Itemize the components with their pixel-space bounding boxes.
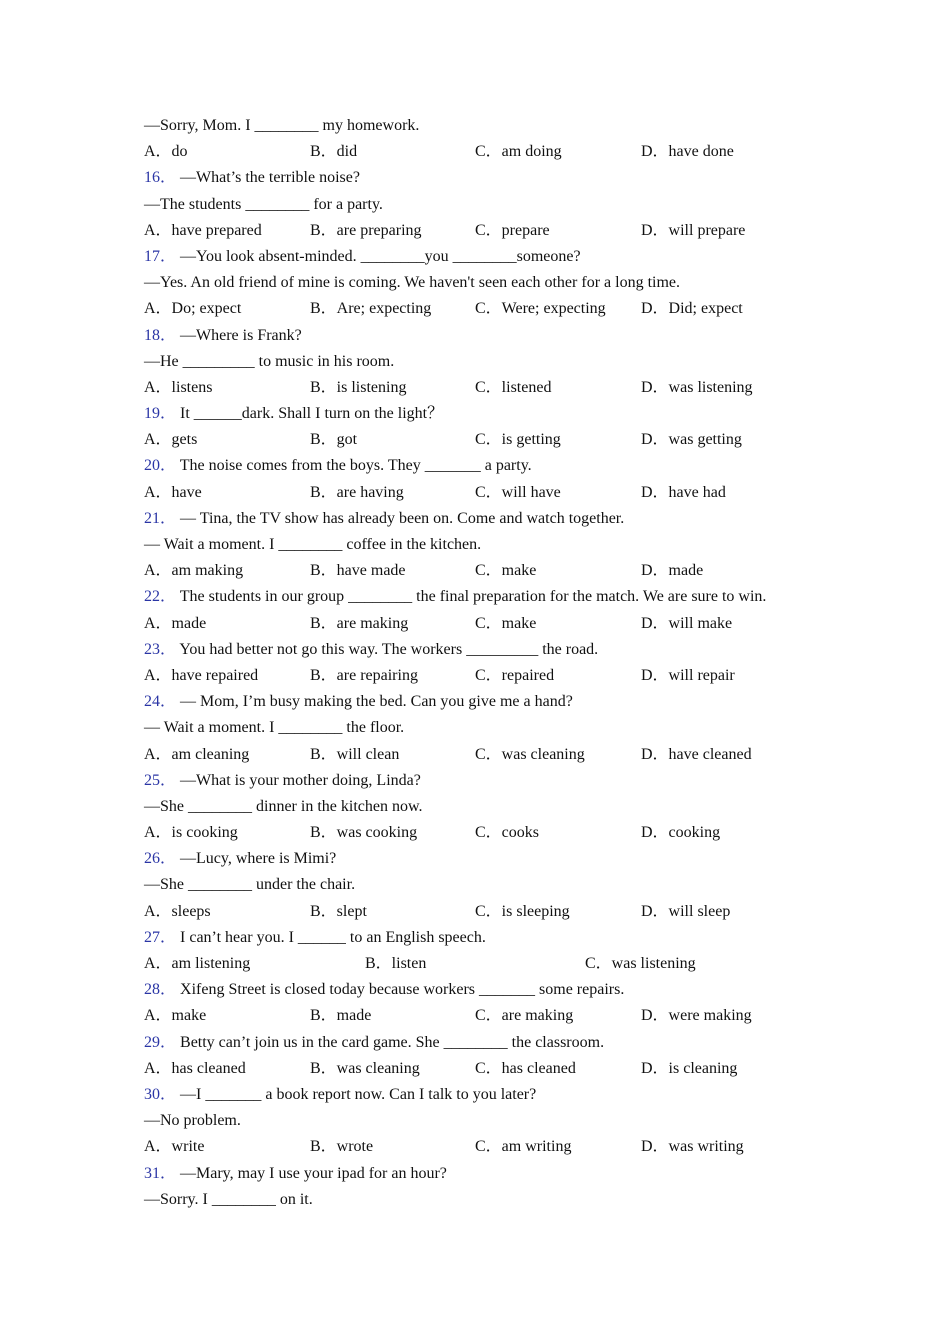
option-a: A．listens xyxy=(144,378,213,396)
option-c: C．make xyxy=(475,562,537,580)
option-c: C．repaired xyxy=(475,666,555,684)
question-line xyxy=(144,323,824,349)
answer-options xyxy=(144,899,824,925)
option-b: B．Are; expecting xyxy=(310,300,432,318)
option-c: C．listened xyxy=(475,378,552,396)
option-b: B．are repairing xyxy=(310,666,418,684)
option-c: C．is sleeping xyxy=(475,902,570,920)
option-b: B．got xyxy=(310,431,358,449)
answer-options xyxy=(144,296,824,322)
option-a: A．am cleaning xyxy=(144,745,250,763)
option-d: D．made xyxy=(641,562,704,580)
answer-options xyxy=(144,375,824,401)
option-c: C．am doing xyxy=(475,143,562,161)
question-number: 21． xyxy=(144,509,177,527)
question-line xyxy=(144,925,824,951)
option-c: C．are making xyxy=(475,1007,574,1025)
option-a: A．Do; expect xyxy=(144,300,242,318)
option-c: C．cooks xyxy=(475,824,540,842)
option-d: D．have done xyxy=(641,143,734,161)
option-b: B．will clean xyxy=(310,745,400,763)
answer-options xyxy=(144,427,824,453)
option-b: B．have made xyxy=(310,562,406,580)
worksheet-page xyxy=(144,113,824,1213)
answer-options xyxy=(144,139,824,165)
option-a: A．am listening xyxy=(144,955,251,972)
dialogue-line: —She ________ dinner in the kitchen now. xyxy=(144,797,423,815)
answer-options xyxy=(144,1003,824,1029)
question-text: —I _______ a book report now. Can I talk to you later? xyxy=(176,1085,537,1103)
dialogue-line: —Sorry, Mom. I ________ my homework. xyxy=(144,117,420,134)
option-a: A．gets xyxy=(144,431,198,449)
option-d: D．were making xyxy=(641,1007,752,1025)
option-b: B．are making xyxy=(310,614,409,632)
question-line xyxy=(144,401,824,427)
option-b: B．listen xyxy=(365,955,427,972)
question-text: I can’t hear you. I ______ to an English speech. xyxy=(176,928,486,946)
answer-options xyxy=(144,663,824,689)
option-a: A．have repaired xyxy=(144,666,259,684)
question-line xyxy=(144,846,824,872)
question-number: 23． xyxy=(144,640,177,658)
answer-options xyxy=(144,558,824,584)
option-a: A．make xyxy=(144,1007,207,1025)
question-text: —Mary, may I use your ipad for an hour? xyxy=(176,1164,447,1182)
question-number: 30． xyxy=(144,1085,177,1103)
option-c: C．has cleaned xyxy=(475,1059,576,1077)
dialogue-line: —Yes. An old friend of mine is coming. We haven't seen each other for a long time. xyxy=(144,274,680,292)
option-a: A．have prepared xyxy=(144,221,262,239)
question-line xyxy=(144,689,824,715)
option-b: B．was cleaning xyxy=(310,1059,420,1077)
option-c: C．prepare xyxy=(475,221,550,239)
question-number: 27． xyxy=(144,928,177,946)
question-number: 24． xyxy=(144,693,177,711)
option-b: B．are having xyxy=(310,483,404,501)
option-a: A．is cooking xyxy=(144,824,238,842)
answer-options xyxy=(144,1134,824,1160)
question-number: 25． xyxy=(144,771,177,789)
answer-options xyxy=(144,1056,824,1082)
option-d: D．cooking xyxy=(641,824,721,842)
question-line xyxy=(144,1082,824,1108)
option-d: D．Did; expect xyxy=(641,300,743,318)
question-text: The noise comes from the boys. They _______ a party. xyxy=(176,457,532,475)
question-line xyxy=(144,584,824,610)
question-number: 31． xyxy=(144,1164,177,1182)
question-text: Betty can’t join us in the card game. She ________ the classroom. xyxy=(176,1033,605,1051)
question-text: — Mom, I’m busy making the bed. Can you give me a hand? xyxy=(176,693,573,711)
dialogue-line: —She ________ under the chair. xyxy=(144,876,356,894)
option-a: A．am making xyxy=(144,562,244,580)
question-number: 29． xyxy=(144,1033,177,1051)
option-b: B．slept xyxy=(310,902,367,920)
option-b: B．was cooking xyxy=(310,824,418,842)
option-b: B．wrote xyxy=(310,1138,374,1156)
question-number: 18． xyxy=(144,326,177,344)
question-number: 19． xyxy=(144,405,177,423)
question-text: It ______dark. Shall I turn on the light？ xyxy=(176,405,444,423)
question-line xyxy=(144,453,824,479)
question-text: —What’s the terrible noise? xyxy=(176,169,360,187)
option-d: D．have had xyxy=(641,483,726,501)
question-text: —What is your mother doing, Linda? xyxy=(176,771,421,789)
question-line xyxy=(144,506,824,532)
question-line xyxy=(144,165,824,191)
question-line xyxy=(144,768,824,794)
question-line xyxy=(144,637,824,663)
dialogue-line: —The students ________ for a party. xyxy=(144,195,383,213)
option-a: A．has cleaned xyxy=(144,1059,246,1077)
option-b: B．did xyxy=(310,143,358,161)
question-text: —Lucy, where is Mimi? xyxy=(176,850,337,868)
option-d: D．is cleaning xyxy=(641,1059,738,1077)
question-text: —Where is Frank? xyxy=(176,326,302,344)
dialogue-line: —No problem. xyxy=(144,1112,241,1130)
option-b: B．made xyxy=(310,1007,372,1025)
question-line xyxy=(144,1161,824,1187)
question-text: You had better not go this way. The workers _________ the road. xyxy=(176,640,599,658)
question-text: — Tina, the TV show has already been on. Come and watch together. xyxy=(176,509,625,527)
option-b: B．are preparing xyxy=(310,221,422,239)
option-c: C．Were; expecting xyxy=(475,300,606,318)
dialogue-line: —Sorry. I ________ on it. xyxy=(144,1190,313,1208)
option-d: D．have cleaned xyxy=(641,745,752,763)
dialogue-line: —He _________ to music in his room. xyxy=(144,352,395,370)
answer-options xyxy=(144,611,824,637)
option-c: C．make xyxy=(475,614,537,632)
question-line xyxy=(144,977,824,1003)
option-d: D．will prepare xyxy=(641,221,746,239)
option-b: B．is listening xyxy=(310,378,407,396)
answer-options xyxy=(144,480,824,506)
option-c: C．was listening xyxy=(585,955,696,972)
answer-options xyxy=(144,820,824,846)
question-number: 16． xyxy=(144,169,177,187)
question-number: 28． xyxy=(144,981,177,999)
option-d: D．will repair xyxy=(641,666,735,684)
question-number: 17． xyxy=(144,247,177,265)
option-a: A．made xyxy=(144,614,207,632)
option-c: C．was cleaning xyxy=(475,745,585,763)
option-d: D．was getting xyxy=(641,431,742,449)
question-number: 20． xyxy=(144,457,177,475)
question-number: 26． xyxy=(144,850,177,868)
answer-options xyxy=(144,951,824,977)
option-c: C．is getting xyxy=(475,431,561,449)
option-d: D．will sleep xyxy=(641,902,731,920)
option-d: D．was listening xyxy=(641,378,753,396)
option-d: D．will make xyxy=(641,614,733,632)
answer-options xyxy=(144,742,824,768)
option-a: A．sleeps xyxy=(144,902,211,920)
question-text: The students in our group ________ the final preparation for the match. We are sure to win. xyxy=(176,588,767,606)
option-a: A．write xyxy=(144,1138,205,1156)
question-line xyxy=(144,1030,824,1056)
dialogue-line: — Wait a moment. I ________ the floor. xyxy=(144,719,405,737)
question-text: Xifeng Street is closed today because workers _______ some repairs. xyxy=(176,981,625,999)
option-a: A．do xyxy=(144,143,188,161)
question-line xyxy=(144,244,824,270)
dialogue-line: — Wait a moment. I ________ coffee in the kitchen. xyxy=(144,536,482,553)
question-text: —You look absent-minded. ________you ________someone? xyxy=(176,247,581,265)
answer-options xyxy=(144,218,824,244)
question-number: 22． xyxy=(144,588,177,606)
option-a: A．have xyxy=(144,483,202,501)
option-c: C．am writing xyxy=(475,1138,572,1156)
option-c: C．will have xyxy=(475,483,561,501)
option-d: D．was writing xyxy=(641,1138,744,1156)
